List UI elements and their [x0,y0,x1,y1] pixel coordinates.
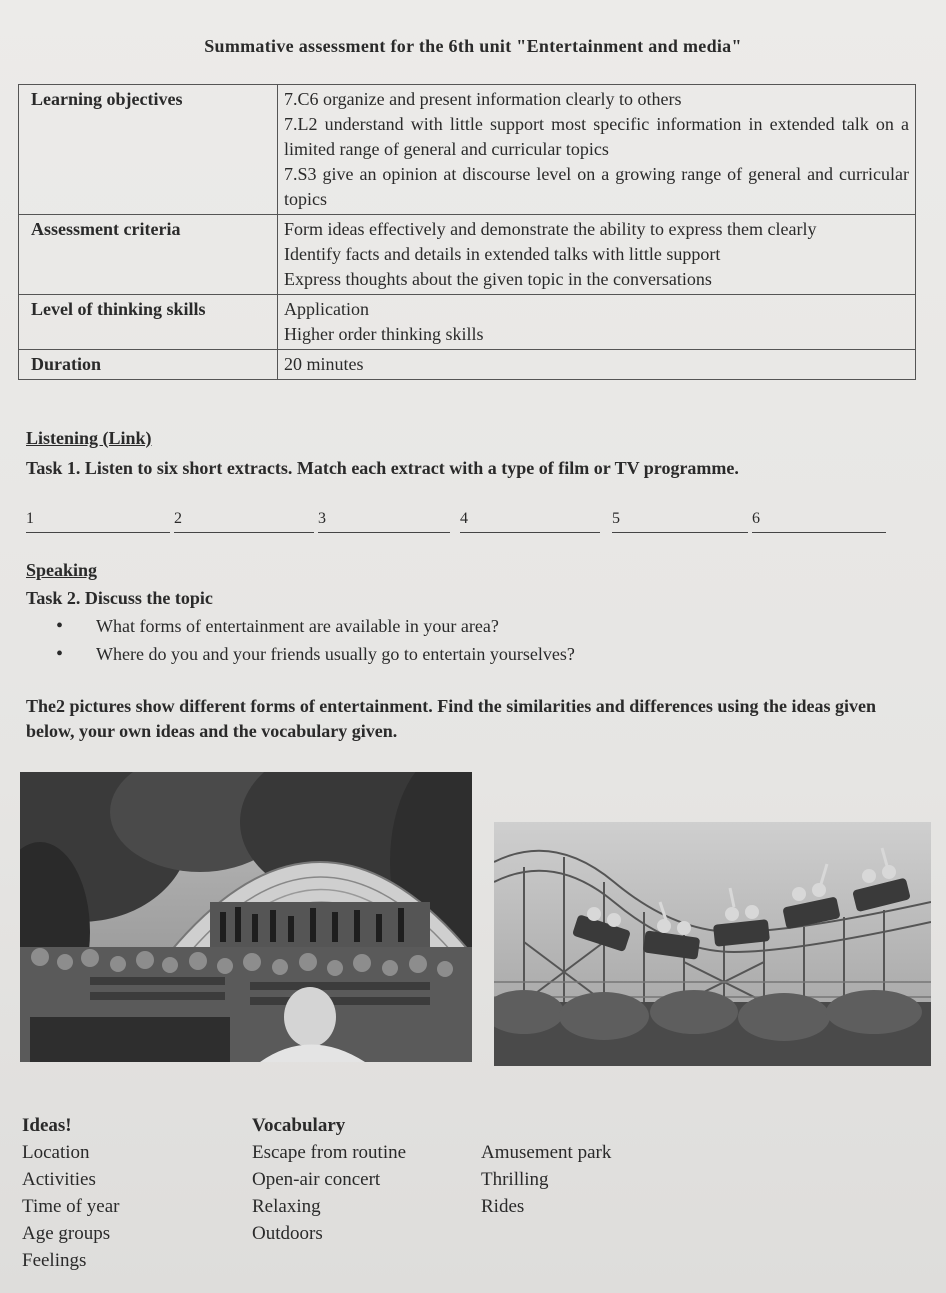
assessment-info-table [18,84,916,380]
answer-blank-2[interactable]: 2 [174,510,314,533]
objective-line: 7.S3 give an opinion at discourse level on a growing range of general and curricular topics [284,164,909,209]
vocabulary-list [252,1112,406,1247]
speaking-heading: Speaking [26,560,98,580]
ideas-heading: Ideas! [22,1115,72,1136]
discussion-questions [52,612,575,668]
list-item: • Where do you and your friends usually go to entertain yourselves? [52,640,575,668]
answer-blank-5[interactable]: 5 [612,510,748,533]
row-label: Learning objectives [19,85,278,215]
objective-line: 7.C6 organize and present information clearly to others [284,89,682,109]
task2-text: Task 2. Discuss the topic [26,588,213,608]
list-item: • What forms of entertainment are available in your area? [52,612,575,640]
objective-line: 7.L2 understand with little support most specific information in extended talk on a limited range of general and curricular topics [284,114,909,159]
list-item: Escape from routine [252,1142,407,1163]
table-row [19,215,916,295]
row-label: Duration [19,350,278,380]
criteria-line: Identify facts and details in extended talks with little support [284,244,721,264]
list-item: Feelings [22,1250,87,1271]
row-value [278,295,916,350]
answer-blank-4[interactable]: 4 [460,510,600,533]
skill-line: Higher order thinking skills [284,324,484,344]
list-item: Relaxing [252,1196,321,1217]
table-row [19,295,916,350]
row-label: Assessment criteria [19,215,278,295]
criteria-line: Form ideas effectively and demonstrate the ability to express them clearly [284,219,817,239]
ideas-list [22,1112,119,1274]
list-item: Location [22,1142,90,1163]
page-title: Summative assessment for the 6th unit "Entertainment and media" [204,36,742,56]
list-item: Open-air concert [252,1169,381,1190]
row-label: Level of thinking skills [19,295,278,350]
answer-blank-6[interactable]: 6 [752,510,886,533]
list-item: Age groups [22,1223,111,1244]
list-item: Outdoors [252,1223,323,1244]
duration-value: 20 minutes [284,354,364,374]
answer-blanks [26,510,888,534]
vocabulary-heading: Vocabulary [252,1115,346,1136]
row-value [278,350,916,380]
vocabulary-list-2 [481,1139,611,1220]
answer-blank-3[interactable]: 3 [318,510,450,533]
list-item: Thrilling [481,1169,549,1190]
amusement-park-photo [494,822,931,1066]
row-value [278,85,916,215]
list-item: Amusement park [481,1142,612,1163]
answer-blank-1[interactable]: 1 [26,510,170,533]
listening-heading[interactable]: Listening (Link) [26,428,152,448]
task1-text: Task 1. Listen to six short extracts. Match each extract with a type of film or TV programme. [26,458,739,478]
open-air-concert-photo [20,772,472,1062]
criteria-line: Express thoughts about the given topic in the conversations [284,269,712,289]
table-row [19,85,916,215]
pictures-instruction: The2 pictures show different forms of entertainment. Find the similarities and differences using the ideas given below, your own ideas and the vocabulary given. [26,696,876,741]
row-value [278,215,916,295]
list-item: Activities [22,1169,96,1190]
list-item: Rides [481,1196,525,1217]
skill-line: Application [284,299,369,319]
table-row [19,350,916,380]
list-item: Time of year [22,1196,120,1217]
